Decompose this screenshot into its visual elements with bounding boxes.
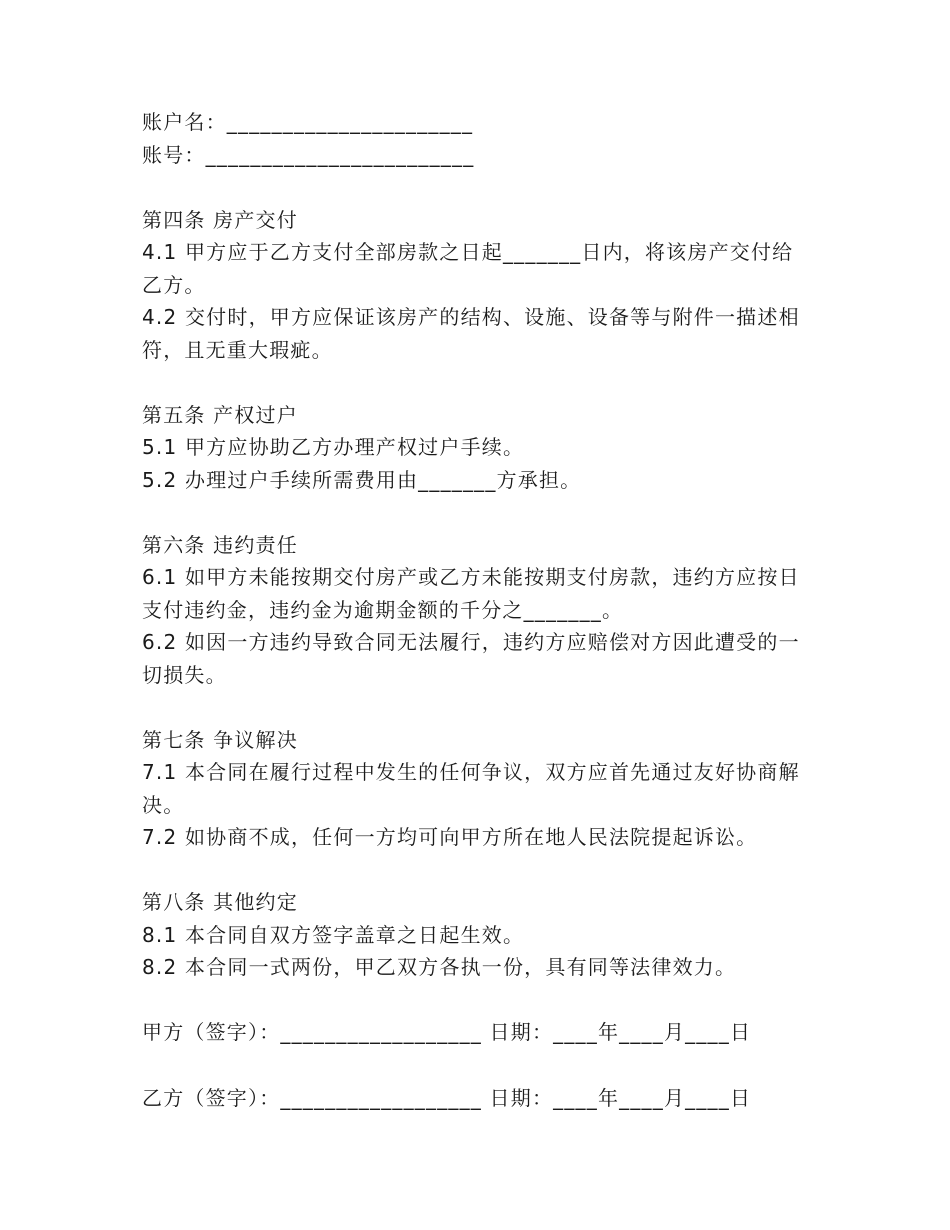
account-name-line: 账户名：______________________ bbox=[142, 110, 474, 134]
spacer bbox=[142, 366, 814, 399]
spacer bbox=[142, 984, 814, 1017]
section-delivery bbox=[142, 204, 814, 367]
section-title: 第六条 违约责任 bbox=[142, 532, 298, 557]
clause: 4.2 交付时，甲方应保证该房产的结构、设施、设备等与附件一描述相符，且无重大瑕疵。 bbox=[142, 305, 800, 362]
section-title: 第八条 其他约定 bbox=[142, 890, 298, 914]
spacer bbox=[142, 171, 814, 204]
contract-page bbox=[142, 106, 814, 1114]
clause: 5.2 办理过户手续所需费用由_______方承担。 bbox=[142, 467, 582, 492]
account-number-line: 账号：________________________ bbox=[142, 142, 475, 167]
clause: 4.1 甲方应于乙方支付全部房款之日起_______日内，将该房产交付给乙方。 bbox=[142, 240, 794, 297]
section-title: 第七条 争议解决 bbox=[142, 727, 298, 752]
spacer bbox=[142, 691, 814, 724]
spacer bbox=[142, 1049, 814, 1082]
spacer bbox=[142, 854, 814, 887]
clause: 8.2 本合同一式两份，甲乙双方各执一份，具有同等法律效力。 bbox=[142, 955, 737, 979]
spacer bbox=[142, 496, 814, 529]
party-a-signature-line: 甲方（签字）：__________________ 日期：____年____月____日 bbox=[142, 1020, 752, 1044]
clause: 7.2 如协商不成，任何一方均可向甲方所在地人民法院提起诉讼。 bbox=[142, 825, 758, 849]
section-dispute bbox=[142, 724, 814, 854]
clause: 6.1 如甲方未能按期交付房产或乙方未能按期支付房款，违约方应按日支付违约金，违约金为逾期金额的千分之_______。 bbox=[142, 565, 800, 622]
clause: 5.1 甲方应协助乙方办理产权过户手续。 bbox=[142, 435, 525, 459]
clause: 6.2 如因一方违约导致合同无法履行，违约方应赔偿对方因此遭受的一切损失。 bbox=[142, 630, 800, 687]
section-liability bbox=[142, 529, 814, 692]
party-b-signature-line: 乙方（签字）：__________________ 日期：____年____月____日 bbox=[142, 1085, 752, 1110]
section-title-transfer bbox=[142, 399, 814, 497]
section-title: 第五条 产权过户 bbox=[142, 402, 298, 427]
clause: 8.1 本合同自双方签字盖章之日起生效。 bbox=[142, 922, 525, 947]
section-other bbox=[142, 886, 814, 984]
section-title: 第四条 房产交付 bbox=[142, 207, 298, 232]
clause: 7.1 本合同在履行过程中发生的任何争议，双方应首先通过友好协商解决。 bbox=[142, 760, 800, 817]
